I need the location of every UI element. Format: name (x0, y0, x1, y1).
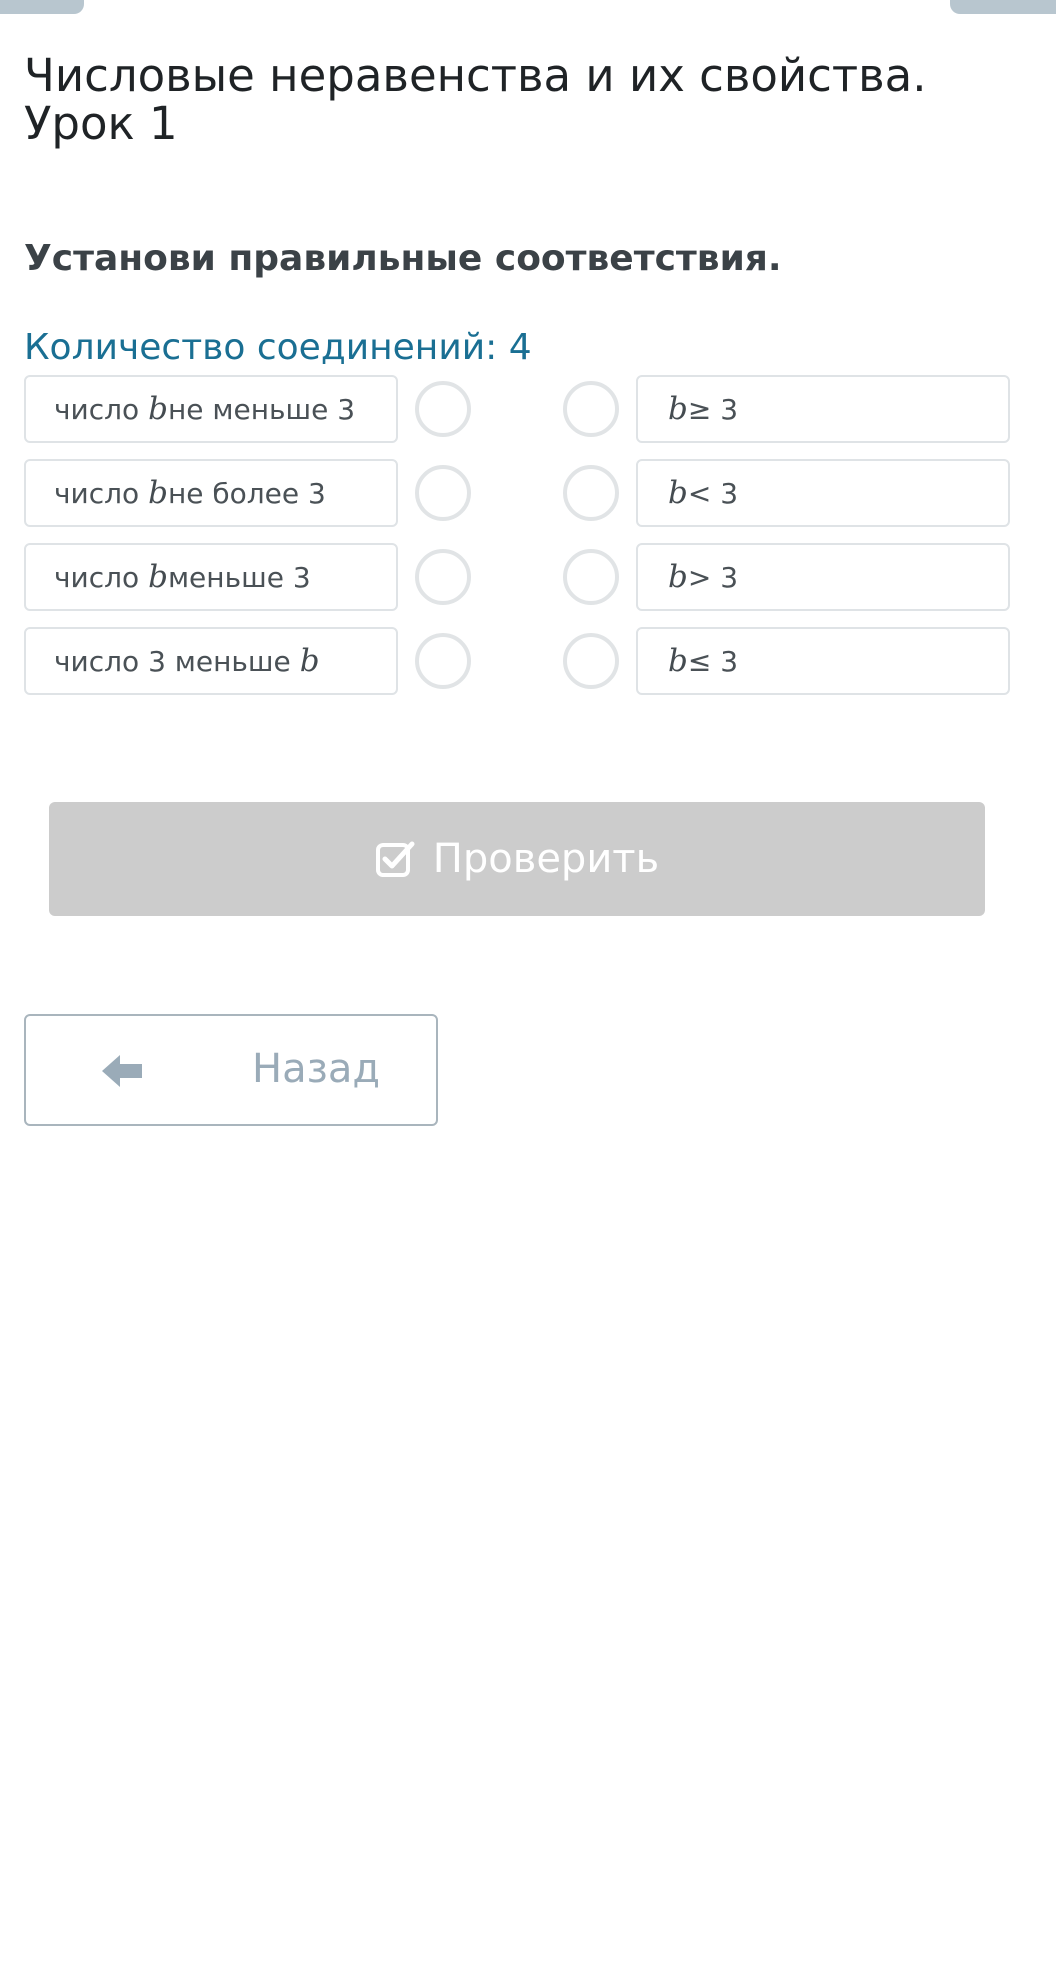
left-connector[interactable] (415, 465, 471, 521)
right-item[interactable] (636, 543, 1010, 611)
check-button[interactable] (49, 802, 985, 916)
right-item[interactable] (636, 375, 1010, 443)
right-item[interactable] (636, 627, 1010, 695)
connections-count: Количество соединений: 4 (24, 327, 532, 368)
check-button-label: Проверить (432, 836, 660, 882)
left-item[interactable] (24, 459, 398, 527)
left-item-suffix: меньше 3 (167, 560, 311, 594)
left-item-prefix: число 3 меньше (54, 644, 291, 678)
task-instruction: Установи правильные соответствия. (24, 238, 782, 279)
arrow-left-icon (100, 1052, 146, 1090)
right-item-relation: ≤ 3 (687, 644, 739, 678)
variable-b: b (668, 643, 688, 679)
left-item-suffix: не меньше 3 (167, 392, 356, 426)
left-connector[interactable] (415, 549, 471, 605)
variable-b: b (299, 643, 320, 679)
right-connector[interactable] (563, 633, 619, 689)
checkbox-check-icon (375, 839, 415, 879)
top-tab-right[interactable] (950, 0, 1056, 14)
lesson-title: Числовые неравенства и их свойства. Урок 1 (24, 49, 927, 150)
left-item-prefix: число (54, 476, 140, 510)
left-item-prefix: число (54, 392, 140, 426)
right-connector[interactable] (563, 381, 619, 437)
match-row (0, 459, 1056, 527)
left-item[interactable] (24, 543, 398, 611)
variable-b: b (668, 559, 688, 595)
left-item[interactable] (24, 627, 398, 695)
back-button-label: Назад (252, 1046, 381, 1092)
right-item-relation: > 3 (687, 560, 739, 594)
match-row (0, 375, 1056, 443)
right-item[interactable] (636, 459, 1010, 527)
left-connector[interactable] (415, 633, 471, 689)
variable-b: b (148, 559, 168, 595)
back-button[interactable] (24, 1014, 438, 1126)
match-row (0, 543, 1056, 611)
left-item-suffix: не более 3 (167, 476, 326, 510)
variable-b: b (668, 391, 688, 427)
left-connector[interactable] (415, 381, 471, 437)
right-item-relation: ≥ 3 (687, 392, 739, 426)
variable-b: b (668, 475, 688, 511)
right-item-relation: < 3 (687, 476, 739, 510)
variable-b: b (148, 475, 168, 511)
right-connector[interactable] (563, 465, 619, 521)
top-tab-left[interactable] (0, 0, 84, 14)
match-row (0, 627, 1056, 695)
left-item-prefix: число (54, 560, 140, 594)
left-item[interactable] (24, 375, 398, 443)
right-connector[interactable] (563, 549, 619, 605)
variable-b: b (148, 391, 168, 427)
